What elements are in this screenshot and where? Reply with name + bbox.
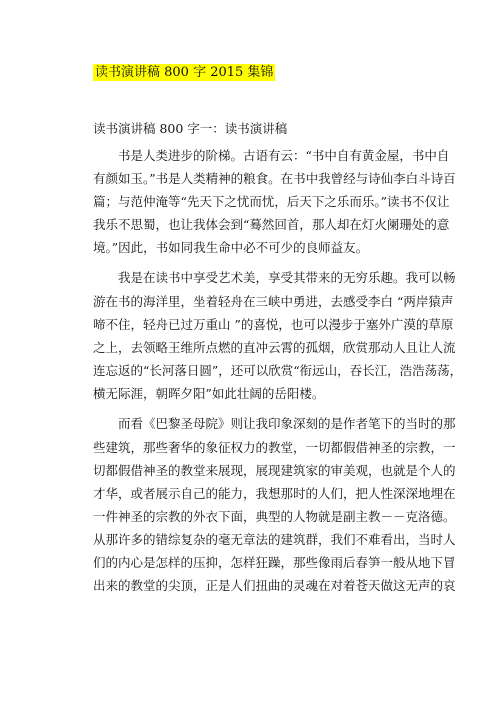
text-line: 书是人类进步的阶梯。古语有云：“书中自有黄金屋，书中自 (93, 148, 450, 163)
text-line: 境。”因此，书如同我生命中必不可少的良师益友。 (93, 240, 369, 255)
text-line: 出来的教堂的尖顶，正是人们扭曲的灵魂在对着苍天做这无声的哀 (93, 578, 456, 593)
text-line: 我是在读书中享受艺术美，享受其带来的无穷乐趣。我可以畅 (93, 270, 456, 285)
text-line: 横无际涯，朝晖夕阳”如此壮阔的岳阳楼。 (93, 386, 325, 401)
text-line: 我乐不思蜀，也让我体会到“蓦然回首，那人却在灯火阑珊处的意 (93, 217, 450, 232)
text-line: 游在书的海洋里，坐着轻舟在三峡中勇进，去感受李白 “两岸猿声 (93, 294, 454, 309)
text-line: 切都假借神圣的教堂来展现，展现建筑家的审美观，也就是个人的 (93, 463, 456, 478)
text-line: 一件神圣的宗教的外衣下面，典型的人物就是副主教－－克洛德。 (93, 509, 456, 524)
text-line: 篇；与范仲淹等“先天下之忧而忧，后天下之乐而乐。”读书不仅让 (93, 194, 450, 209)
text-line: 连忘返的“长河落日圆”，还可以欣赏“衔远山，吞长江，浩浩荡荡， (93, 363, 463, 378)
text-line: 而看《巴黎圣母院》则让我印象深刻的是作者笔下的当时的那 (93, 416, 456, 431)
text-line: 才华，或者展示自己的能力，我想那时的人们，把人性深深地埋在 (93, 486, 456, 501)
text-line: 啼不住，轻舟已过万重山 ”的喜悦，也可以漫步于塞外广漠的草原 (93, 317, 454, 332)
section-heading: 读书演讲稿 800 字一：读书演讲稿 (93, 121, 288, 136)
document-title: 读书演讲稿 800 字 2015 集锦 (95, 65, 274, 80)
text-line: 些建筑，那些奢华的象征权力的教堂，一切都假借神圣的宗教，一 (93, 440, 456, 455)
text-line: 们的内心是怎样的压抑，怎样狂躁，那些像雨后春笋一般从地下冒 (93, 555, 456, 570)
text-line: 从那许多的错综复杂的毫无章法的建筑群，我们不难看出，当时人 (93, 532, 456, 547)
text-line: 有颜如玉。”书是人类精神的粮食。在书中我曾经与诗仙李白斗诗百 (93, 171, 456, 186)
text-line: 之上，去领略王维所点燃的直冲云霄的孤烟，欣赏那动人且让人流 (93, 340, 456, 355)
